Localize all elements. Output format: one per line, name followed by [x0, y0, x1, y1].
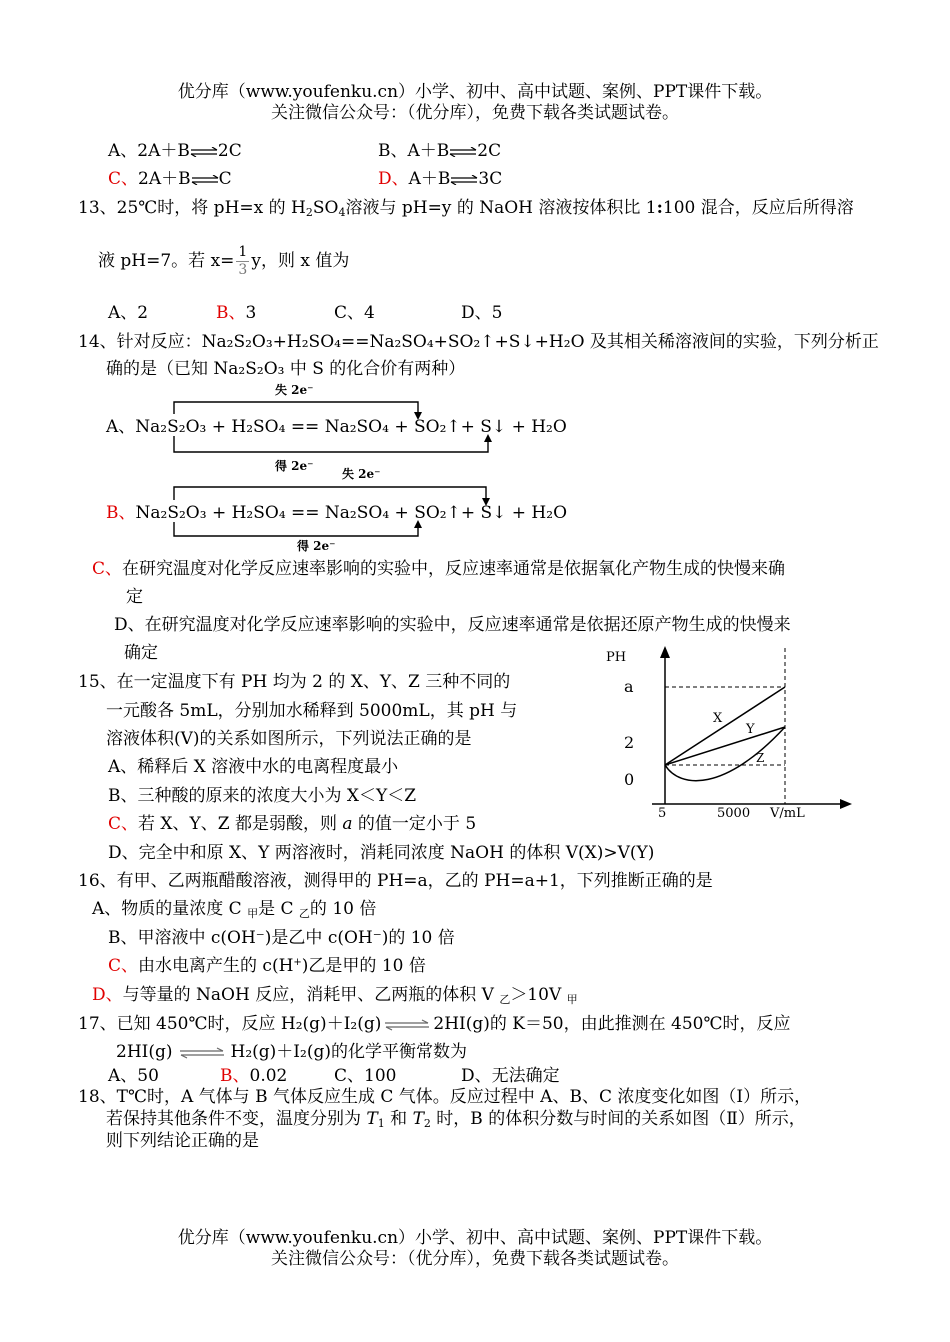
x-axis-arrow-icon — [840, 799, 852, 809]
q16-stem: 16、有甲、乙两瓶醋酸溶液，测得甲的 PH=a，乙的 PH=a+1，下列推断正确的是 — [78, 871, 713, 891]
q15-stem-line-3: 溶液体积(V)的关系如图所示，下列说法正确的是 — [106, 729, 472, 749]
footer-line-1: 优分库（www.youfenku.cn）小学、初中、高中试题、案例、PPT课件下载。 — [177, 1228, 773, 1248]
x-tick-5: 5 — [658, 806, 667, 821]
q18-stem-line-3: 则下列结论正确的是 — [106, 1131, 259, 1151]
header-line-1: 优分库（www.youfenku.cn）小学、初中、高中试题、案例、PPT课件下载。 — [177, 82, 773, 102]
q12-option-a: A、2A＋B 2C — [108, 141, 242, 161]
q12-option-c: C、2A＋B C — [108, 169, 232, 189]
q13-stem-line-2: 液 pH=7。若 x= $\frac{1}{3}$ y，则 x 值为 — [98, 244, 350, 278]
equilibrium-arrow-icon — [384, 1019, 430, 1031]
q15-option-d: D、完全中和原 X、Y 两溶液时，消耗同浓度 NaOH 的体积 V(X)>V(Y) — [108, 843, 655, 863]
q16-option-c: C、由水电离产生的 c(H+)乙是甲的 10 倍 — [108, 956, 426, 976]
q15-stem-line-2: 一元酸各 5mL，分别加水稀释到 5000mL，其 pH 与 — [106, 701, 518, 721]
equilibrium-arrow-icon — [191, 175, 219, 185]
q13-stem-line-1: 13、25℃时，将 pH=x 的 $H_2SO_4$溶液与 pH=y 的 NaOH 溶液按体积比 1:100 混合，反应后所得溶 — [78, 198, 854, 219]
q16-option-a: A、物质的量浓度 C $_甲$是 C $_乙$的 10 倍 — [92, 899, 377, 920]
q18-stem-line-2: 若保持其他条件不变，温度分别为 $T_1$ 和 $T_2$ 时，B 的体积分数与时间的关系如图（Ⅱ）所示， — [106, 1109, 806, 1130]
q15-option-c: C、若 X、Y、Z 都是弱酸，则 a 的值一定小于 5 — [108, 814, 477, 834]
equilibrium-arrow-icon — [450, 175, 478, 185]
q14-option-a: A、Na₂S₂O₃ + H₂SO₄ == Na₂SO₄ + SO₂↑+ S↓ + H₂O — [106, 417, 567, 437]
q18-stem-line-1: 18、T℃时，A 气体与 B 气体反应生成 C 气体。反应过程中 A、B、C 浓度变化如图（Ⅰ）所示， — [78, 1087, 812, 1107]
q17-stem-line-2: 2HI(g) H₂(g)＋I₂(g)的化学平衡常数为 — [116, 1042, 467, 1062]
q13-option-d: D、5 — [461, 303, 503, 323]
q15-option-b: B、三种酸的原来的浓度大小为 X＜Y＜Z — [108, 786, 417, 806]
header-line-2: 关注微信公众号：（优分库），免费下载各类试题试卷。 — [271, 103, 679, 123]
x-tick-5000: 5000 — [717, 806, 751, 821]
series-x-line — [665, 687, 785, 765]
q14-a-lose-label: 失 2e⁻ — [275, 383, 314, 397]
q13-option-a: A、2 — [108, 303, 149, 323]
q16-option-b: B、甲溶液中 c(OH⁻)是乙中 c(OH⁻)的 10 倍 — [108, 928, 455, 948]
series-y-label: Y — [746, 722, 755, 737]
x-axis-label: V/mL — [770, 806, 805, 821]
q17-option-c: C、100 — [334, 1066, 397, 1086]
equilibrium-arrow-icon — [190, 147, 218, 157]
y-tick-0: 0 — [624, 770, 635, 789]
q14-option-d-line-1: D、在研究温度对化学反应速率影响的实验中，反应速率通常是依据还原产物生成的快慢来 — [114, 615, 791, 635]
q14-option-d-line-2: 确定 — [124, 643, 158, 663]
q13-option-b: B、3 — [216, 303, 257, 323]
y-tick-2: 2 — [624, 733, 635, 752]
q15-stem-line-1: 15、在一定温度下有 PH 均为 2 的 X、Y、Z 三种不同的 — [78, 672, 511, 692]
series-x-label: X — [713, 711, 723, 726]
equilibrium-arrow-icon — [449, 147, 477, 157]
q14-a-gain-label: 得 2e⁻ — [275, 459, 314, 473]
footer-line-2: 关注微信公众号：（优分库），免费下载各类试题试卷。 — [271, 1249, 679, 1269]
q14-option-c-line-2: 定 — [126, 587, 143, 607]
y-axis-label: PH — [606, 650, 627, 665]
q14-stem-line-1: 14、针对反应：Na₂S₂O₃+H₂SO₄==Na₂SO₄+SO₂↑+S↓+H₂O 及其相关稀溶液间的实验，下列分析正 — [78, 332, 879, 352]
q12-option-d: D、A＋B 3C — [378, 169, 503, 189]
equilibrium-arrow-icon — [179, 1047, 225, 1059]
q14-stem-line-2: 确的是（已知 Na₂S₂O₃ 中 S 的化合价有两种） — [106, 359, 466, 379]
q12-option-b: B、A＋B 2C — [378, 141, 502, 161]
q17-option-b: B、0.02 — [220, 1066, 288, 1086]
q14-b-gain-label: 得 2e⁻ — [297, 539, 336, 553]
q13-option-c: C、4 — [334, 303, 375, 323]
q16-option-d: D、与等量的 NaOH 反应，消耗甲、乙两瓶的体积 V $_乙$＞10V $_甲$ — [92, 985, 578, 1006]
fraction-one-third: $\frac{1}{3}$ — [238, 244, 248, 278]
q15-ph-volume-chart — [600, 644, 856, 826]
q14-b-lose-label: 失 2e⁻ — [342, 467, 381, 481]
q17-option-d: D、无法确定 — [461, 1066, 560, 1086]
y-axis-arrow-icon — [660, 646, 670, 658]
q14-option-c-line-1: C、在研究温度对化学反应速率影响的实验中，反应速率通常是依据氧化产物生成的快慢来确 — [92, 559, 786, 579]
q14-option-b: B、Na₂S₂O₃ + H₂SO₄ == Na₂SO₄ + SO₂↑+ S↓ + H₂O — [106, 503, 568, 523]
series-z-label: Z — [756, 751, 765, 765]
q17-stem-line-1: 17、已知 450℃时，反应 H₂(g)＋I₂(g) 2HI(g)的 K＝50，由此推测在 450℃时，反应 — [78, 1014, 791, 1034]
q17-option-a: A、50 — [108, 1066, 159, 1086]
y-tick-a: a — [624, 677, 634, 696]
q15-option-a: A、稀释后 X 溶液中水的电离程度最小 — [108, 757, 399, 777]
